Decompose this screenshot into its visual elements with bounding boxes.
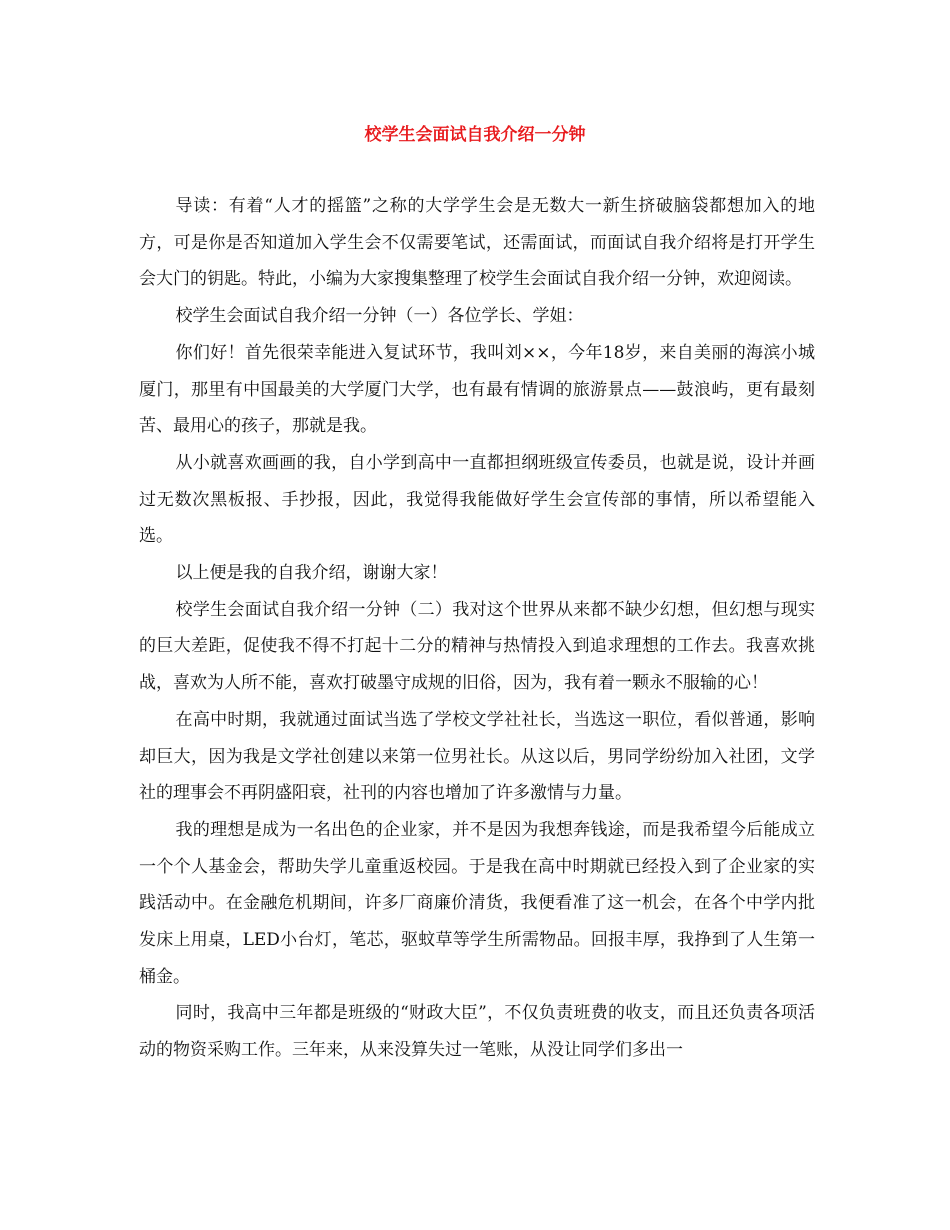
paragraph-greeting: 你们好！首先很荣幸能进入复试环节，我叫刘××，今年18岁，来自美丽的海滨小城厦门，那里有中国最美的大学厦门大学，也有最有情调的旅游景点——鼓浪屿，更有最刻苦、最用心的孩子，那就是我。 (139, 342, 815, 437)
document-body (139, 188, 815, 1069)
paragraph-finance: 同时，我高中三年都是班级的“财政大臣”，不仅负责班费的收支，而且还负责各项活动的物资采购工作。三年来，从来没算失过一笔账，从没让同学们多出一 (139, 1003, 815, 1061)
paragraph-hobby: 从小就喜欢画画的我，自小学到高中一直都担纲班级宣传委员，也就是说，设计并画过无数次黑板报、手抄报，因此，我觉得我能做好学生会宣传部的事情，所以希望能入选。 (139, 452, 815, 547)
paragraph-section-two: 校学生会面试自我介绍一分钟（二）我对这个世界从来都不缺少幻想，但幻想与现实的巨大差距，促使我不得不打起十二分的精神与热情投入到追求理想的工作去。我喜欢挑战，喜欢为人所不能，喜欢打破墨守成规的旧俗，因为，我有着一颗永不服输的心！ (139, 599, 815, 694)
paragraph-ideal: 我的理想是成为一名出色的企业家，并不是因为我想奔钱途，而是我希望今后能成立一个个人基金会，帮助失学儿童重返校园。于是我在高中时期就已经投入到了企业家的实践活动中。在金融危机期间，许多厂商廉价清货，我便看准了这一机会，在各个中学内批发床上用桌，LED小台灯，笔芯，驱蚊草等学生所需物品。回报丰厚，我挣到了人生第一桶金。 (139, 819, 815, 987)
paragraph-section-one-heading: 校学生会面试自我介绍一分钟（一）各位学长、学姐： (175, 306, 584, 327)
paragraph-intro: 导读：有着“人才的摇篮”之称的大学学生会是无数大一新生挤破脑袋都想加入的地方，可是你是否知道加入学生会不仅需要笔试，还需面试，而面试自我介绍将是打开学生会大门的钥匙。特此，小编为大家搜集整理了校学生会面试自我介绍一分钟，欢迎阅读。 (139, 196, 815, 290)
paragraph-literary-club: 在高中时期，我就通过面试当选了学校文学社社长，当选这一职位，看似普通，影响却巨大，因为我是文学社创建以来第一位男社长。从这以后，男同学纷纷加入社团，文学社的理事会不再阴盛阳衰，社刊的内容也增加了许多激情与力量。 (139, 709, 815, 804)
paragraph-thanks: 以上便是我的自我介绍，谢谢大家！ (175, 563, 448, 584)
document-title: 校学生会面试自我介绍一分钟 (364, 125, 586, 145)
